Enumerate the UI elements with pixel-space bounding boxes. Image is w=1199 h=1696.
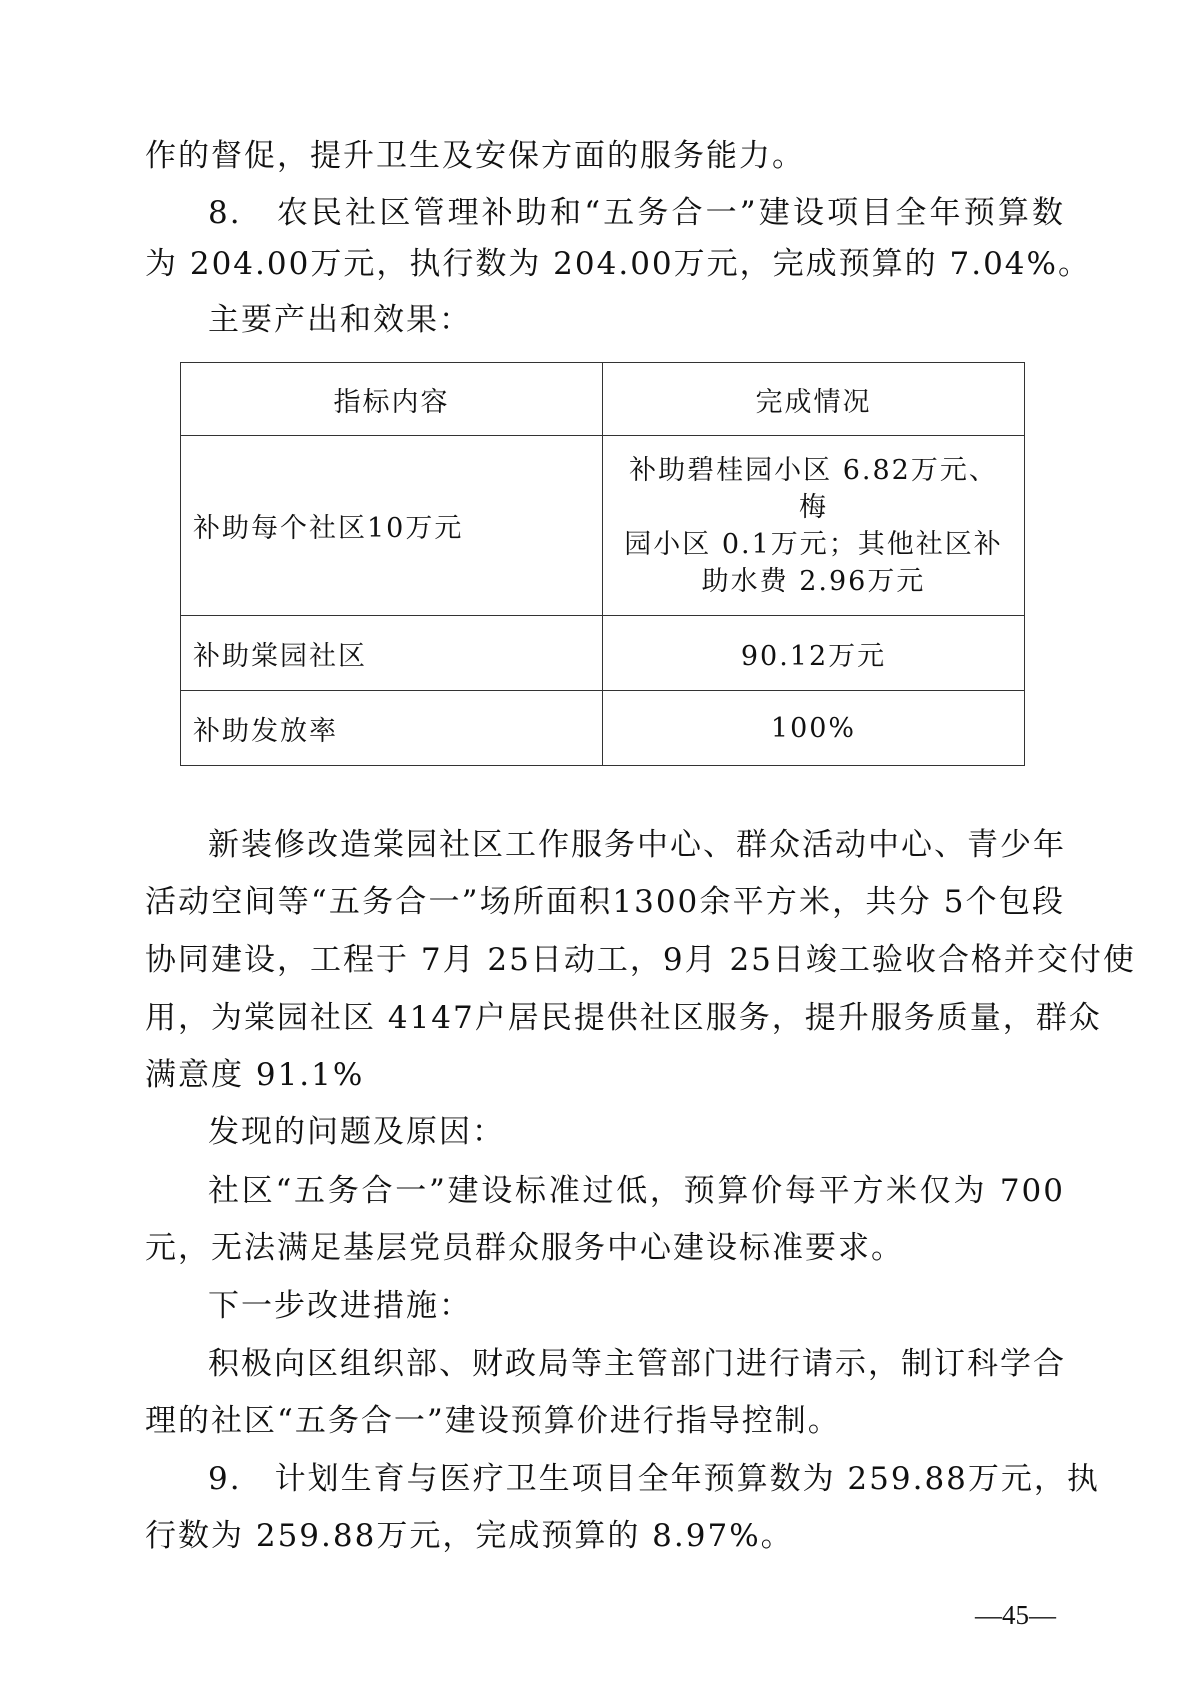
table-cell-result: 100% — [603, 691, 1025, 766]
table-cell-result-line: 园小区 0.1万元；其他社区补 — [624, 528, 1003, 560]
table-header-row — [181, 363, 1025, 436]
paragraph-line: 9. 计划生育与医疗卫生项目全年预算数为 259.88万元，执 — [208, 1461, 1100, 1497]
paragraph-line: 积极向区组织部、财政局等主管部门进行请示，制订科学合 — [208, 1346, 1066, 1382]
table-cell-result-line: 补助碧桂园小区 6.82万元、梅 — [629, 454, 998, 523]
section-heading: 主要产出和效果： — [208, 302, 472, 338]
table-cell-result-line: 助水费 2.96万元 — [701, 565, 926, 597]
paragraph-line: 用，为棠园社区 4147户居民提供社区服务，提升服务质量，群众 — [145, 1000, 1102, 1036]
paragraph-line: 8. 农民社区管理补助和“五务合一”建设项目全年预算数 — [208, 195, 1065, 231]
results-table — [180, 362, 1025, 766]
section-heading: 下一步改进措施： — [208, 1288, 472, 1324]
paragraph-line: 理的社区“五务合一”建设预算价进行指导控制。 — [145, 1403, 841, 1439]
paragraph-line: 作的督促，提升卫生及安保方面的服务能力。 — [145, 138, 805, 174]
paragraph-line: 协同建设，工程于 7月 25日动工，9月 25日竣工验收合格并交付使 — [145, 942, 1136, 978]
table-row — [181, 436, 1025, 616]
table-header-result: 完成情况 — [603, 363, 1025, 436]
paragraph-line: 满意度 91.1% — [145, 1057, 365, 1093]
table-row — [181, 691, 1025, 766]
table-cell-result: 90.12万元 — [603, 616, 1025, 691]
paragraph-line: 行数为 259.88万元，完成预算的 8.97%。 — [145, 1518, 794, 1554]
paragraph-line: 新装修改造棠园社区工作服务中心、群众活动中心、青少年 — [208, 827, 1066, 863]
table-header-indicator: 指标内容 — [181, 363, 603, 436]
paragraph-line: 元，无法满足基层党员群众服务中心建设标准要求。 — [145, 1230, 904, 1266]
section-heading: 发现的问题及原因： — [208, 1114, 505, 1150]
paragraph-line: 社区“五务合一”建设标准过低，预算价每平方米仅为 700 — [208, 1173, 1065, 1209]
paragraph-line: 活动空间等“五务合一”场所面积1300余平方米，共分 5个包段 — [145, 884, 1065, 920]
table-cell-indicator: 补助发放率 — [181, 691, 603, 766]
table-cell-indicator: 补助每个社区10万元 — [181, 436, 603, 616]
table-row — [181, 616, 1025, 691]
page-number: —45— — [975, 1600, 1056, 1630]
paragraph-line: 为 204.00万元，执行数为 204.00万元，完成预算的 7.04%。 — [145, 246, 1091, 282]
table-cell-indicator: 补助棠园社区 — [181, 616, 603, 691]
table-cell-result — [603, 436, 1025, 616]
